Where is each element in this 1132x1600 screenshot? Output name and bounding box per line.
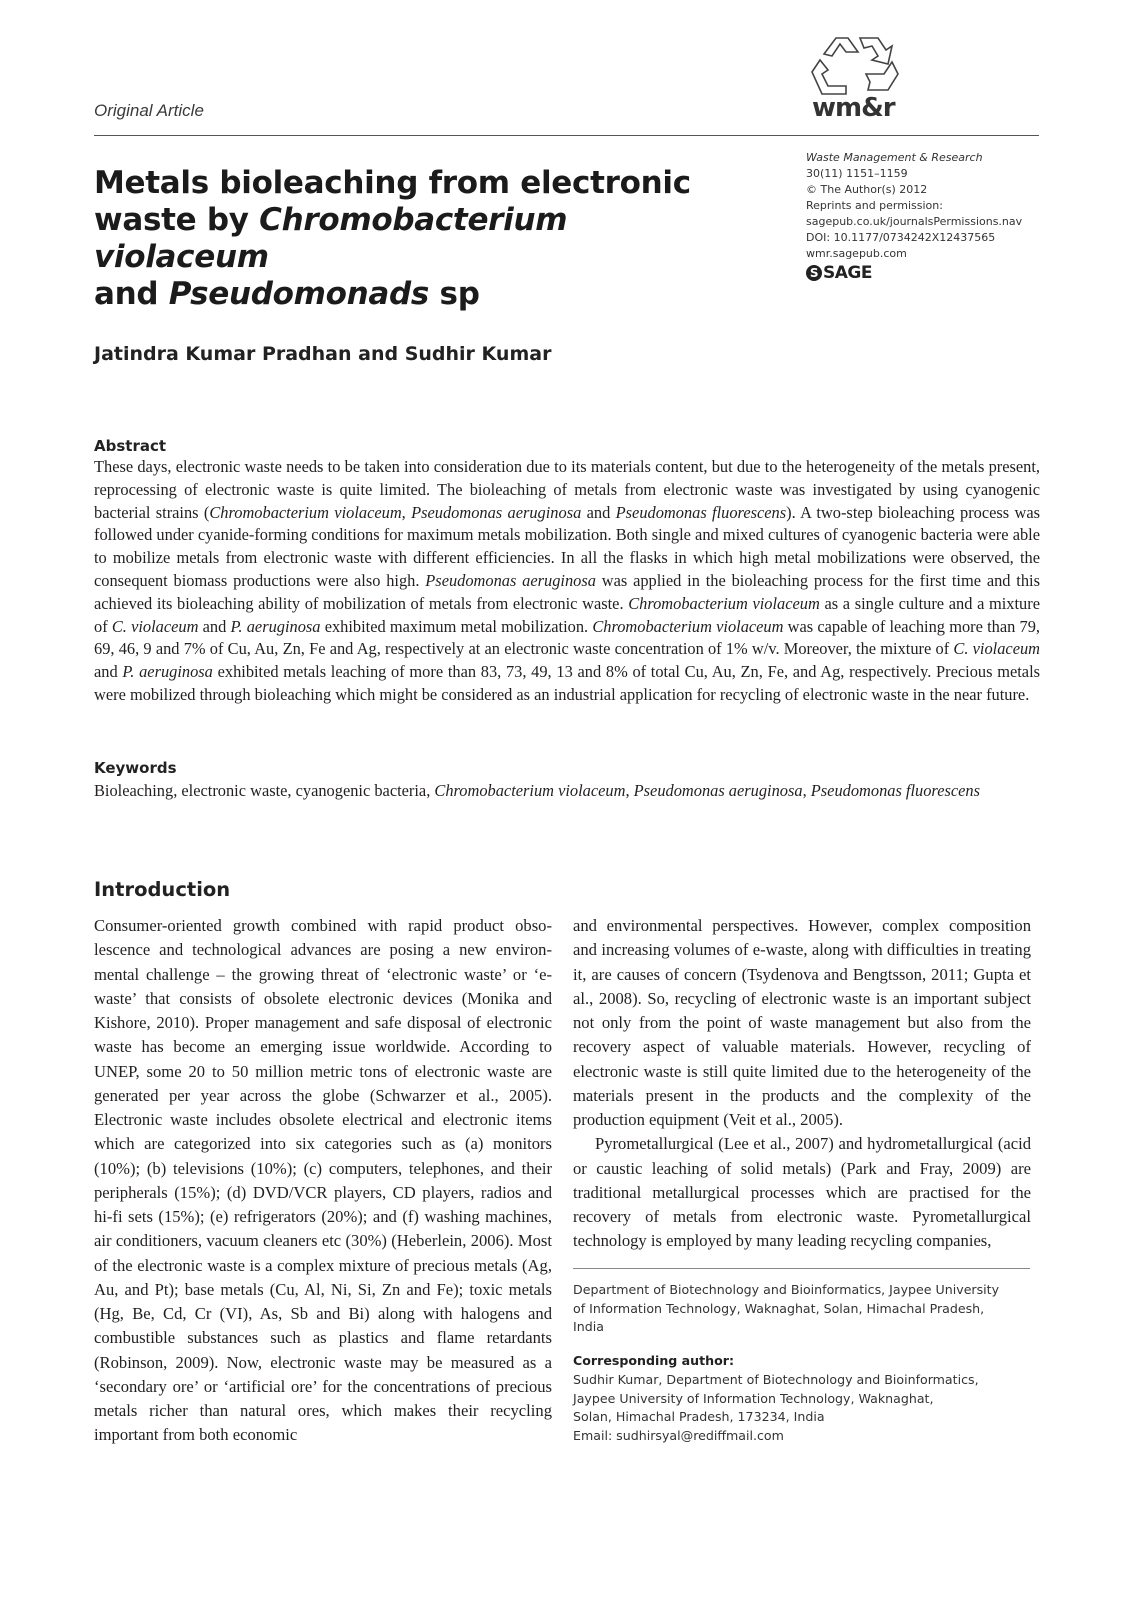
copyright: © The Author(s) 2012 <box>806 183 928 196</box>
introduction-left-column: Consumer-oriented growth combined with rapid product obsolescence and technological advances are posing a new environmental challenge – the growing threat of ‘electronic waste’ or ‘e-waste’ that consists of obsolete electronic devices (Monika and Kishore, 2010). Proper management and safe disposal of electronic waste has become an emerging issue worldwide. According to UNEP, some 20 to 50 million metric tons of electronic waste are generated per year across the globe (Schwarzer et al., 2005). Electronic waste includes obsolete electrical and electronic items which are categorized into six categories such as (a) monitors (10%); (b) televisions (10%); (c) computers, telephones, and their peripherals (15%); (d) DVD/VCR players, CD players, radios and hi-fi sets (15%); (e) refrigerators (20%); and (f) washing machines, air conditioners, vacuum cleaners etc (30%) (Heberlein, 2006). Most of the electronic waste is a complex mixture of precious metals (Ag, Au, and Pt); base metals (Cu, Al, Ni, Si, Zn and Fe); toxic metals (Hg, Be, Cd, Cr (VI), As, Sb and Bi) along with halogens and combustible substances such as plastics and flame retardants (Robinson, 2009). Now, electronic waste may be measured as a ‘secondary ore’ or ‘artificial ore’ for the concentrations of precious metals richer than natural ores, which makes their recycling important from both economic <box>94 916 552 1445</box>
corresponding-line: Solan, Himachal Pradesh, 173234, India <box>573 1409 825 1424</box>
paragraph: and environmental perspectives. However, complex composition and increasing volumes of e-waste, along with difficulties in treating it, are causes of concern (Tsydenova and Bengtsson, 2011; Gupta et al., 2008). So, recycling of electronic waste is an important subject not only from the point of waste management but also from the recovery aspect of valuable materials. However, recycling of electronic waste is still quite limited due to the heterogeneity of the materials present in the products and the complexity of the production equipment (Veit et al., 2005). <box>573 916 1031 1129</box>
abstract-heading: Abstract <box>94 437 167 455</box>
introduction-right-column <box>573 914 1031 1254</box>
recycle-icon <box>806 34 906 96</box>
reprints-label: Reprints and permission: <box>806 199 943 212</box>
journal-volume: 30(11) 1151–1159 <box>806 167 908 180</box>
journal-website[interactable]: wmr.sagepub.com <box>806 247 907 260</box>
title-line-1: Metals bioleaching from electronic <box>94 165 691 201</box>
author-affiliation <box>573 1281 1033 1337</box>
publisher-name: SAGE <box>823 263 872 283</box>
corresponding-author-heading: Corresponding author: <box>573 1353 735 1368</box>
doi[interactable]: DOI: 10.1177/0734242X12437565 <box>806 231 996 244</box>
keywords-heading: Keywords <box>94 759 177 777</box>
logo-text: wm&r <box>812 93 895 123</box>
sage-icon: S <box>806 265 822 281</box>
introduction-heading: Introduction <box>94 878 231 901</box>
affiliation-line: of Information Technology, Waknaghat, Solan, Himachal Pradesh, <box>573 1300 985 1316</box>
publisher-logo <box>806 265 1046 281</box>
corresponding-author-details <box>573 1371 1033 1445</box>
article-title <box>94 165 734 313</box>
paragraph: Pyrometallurgical (Lee et al., 2007) and hydrometallurgical (acid or caustic leaching of solid metals) (Park and Fray, 2009) are traditional metallurgical processes which are practised for the recovery of metals from electronic waste. Pyrometallurgical technology is employed by many leading recycling companies, <box>573 1134 1031 1251</box>
title-line-2: waste by Chromobacterium violaceum <box>94 202 568 275</box>
journal-info <box>806 150 1046 281</box>
corresponding-email[interactable]: Email: sudhirsyal@rediffmail.com <box>573 1427 784 1443</box>
keywords-text: Bioleaching, electronic waste, cyanogenic bacteria, Chromobacterium violaceum, Pseudomonas aeruginosa, Pseudomonas fluorescens <box>94 781 980 800</box>
journal-logo <box>806 34 906 124</box>
corresponding-line: Sudhir Kumar, Department of Biotechnology and Bioinformatics, <box>573 1372 979 1387</box>
authors: Jatindra Kumar Pradhan and Sudhir Kumar <box>94 343 552 365</box>
header-rule <box>94 135 1039 136</box>
title-line-3: and Pseudomonads sp <box>94 276 480 312</box>
affiliation-line: Department of Biotechnology and Bioinformatics, Jaypee University <box>573 1282 1000 1297</box>
permissions-link[interactable]: sagepub.co.uk/journalsPermissions.nav <box>806 215 1023 228</box>
corresponding-line: Jaypee University of Information Technology, Waknaghat, <box>573 1390 934 1406</box>
footnote-rule <box>573 1268 1030 1269</box>
affiliation-line: India <box>573 1319 604 1334</box>
journal-name: Waste Management & Research <box>806 151 983 164</box>
abstract-text: These days, electronic waste needs to be taken into consideration due to its materials content, but due to the heterogeneity of the metals present, reprocessing of electronic waste is quite limited. The bioleaching of metals from electronic waste was investigated by using cyanogenic bacterial strains (Chromobacterium violaceum, Pseudomonas aeruginosa and Pseudomonas fluorescens). A two-step bioleaching process was followed under cyanide-forming conditions for maximum metals mobilization. Both single and mixed cultures of cyanogenic bacteria were able to mobilize metals from electronic waste with different efficiencies. In all the flasks in which high metal mobilizations were observed, the consequent biomass productions were also high. Pseudomonas aeruginosa was applied in the bioleaching process for the first time and this achieved its bioleaching ability of mobilization of metals from electronic waste. Chromobacterium violaceum as a single culture and a mixture of C. violaceum and P. aeruginosa exhibited maximum metal mobilization. Chromobacterium violaceum was capable of leaching more than 79, 69, 46, 9 and 7% of Cu, Au, Zn, Fe and Ag, respectively at an electronic waste concentration of 1% w/v. Moreover, the mixture of C. violaceum and P. aeruginosa exhibited metals leaching of more than 83, 73, 49, 13 and 8% of total Cu, Au, Zn, Fe, and Ag, respectively. Precious metals were mobilized through bioleaching which might be considered as an industrial application for recycling of electronic waste in the near future. <box>94 457 1040 704</box>
article-type-label: Original Article <box>94 101 204 120</box>
